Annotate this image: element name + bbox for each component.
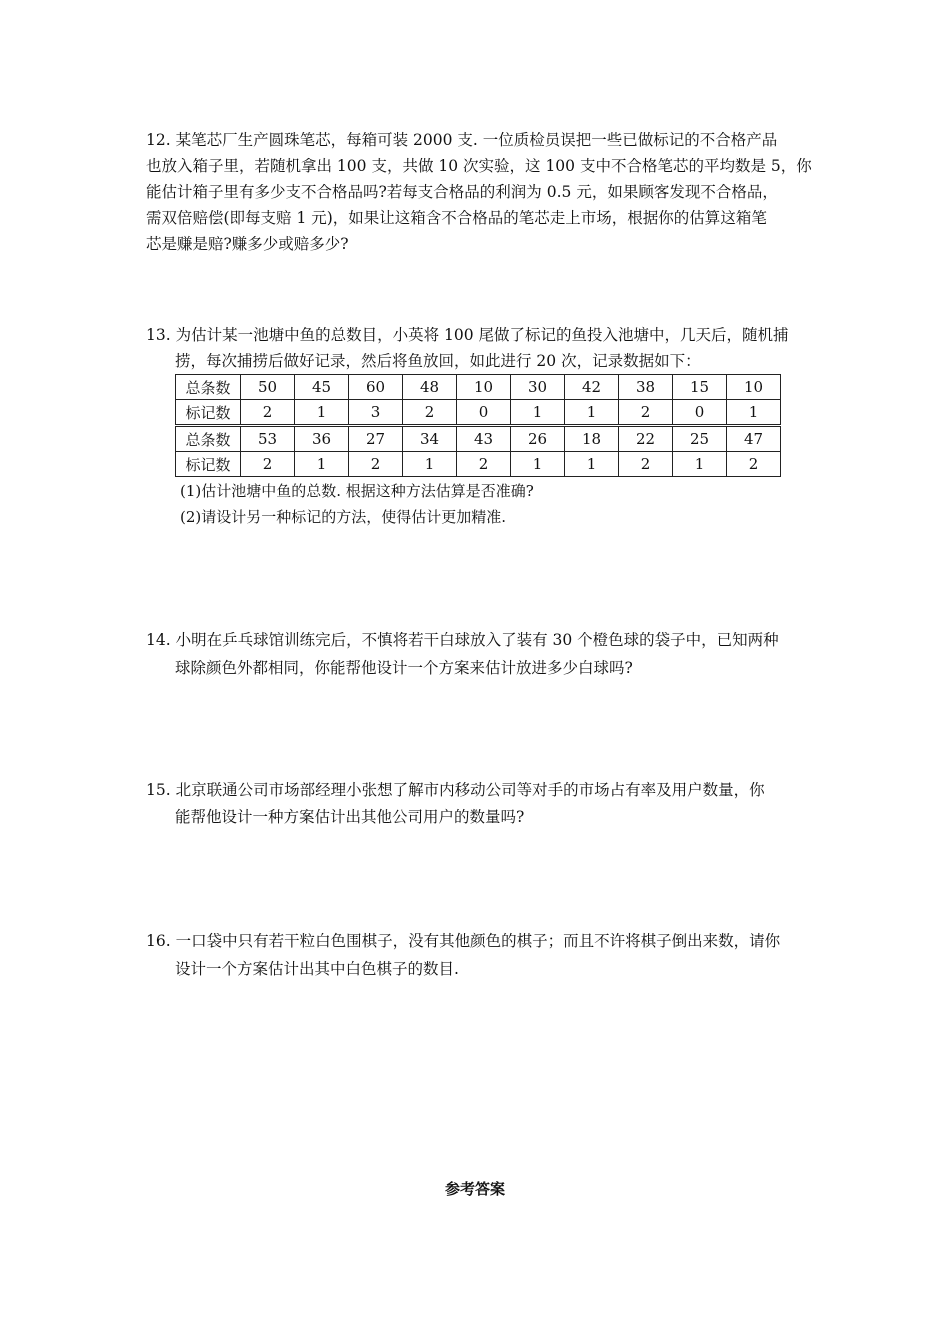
table-cell: 2	[727, 452, 781, 477]
question-12-line: 需双倍赔偿(即每支赔 1 元)，如果让这箱含不合格品的笔芯走上市场，根据你的估算这箱笔	[146, 209, 767, 227]
question-14-line-2: 球除颜色外都相同，你能帮他设计一个方案来估计放进多少白球吗?	[175, 659, 633, 677]
question-15-line-1: 15. 北京联通公司市场部经理小张想了解市内移动公司等对手的市场占有率及用户数量，你	[146, 781, 765, 799]
table-cell: 2	[241, 400, 295, 426]
table-cell: 53	[241, 426, 295, 452]
table-row	[176, 400, 781, 426]
table-cell: 1	[295, 452, 349, 477]
table-cell: 22	[619, 426, 673, 452]
table-cell: 1	[565, 400, 619, 426]
question-15-line-2: 能帮他设计一种方案估计出其他公司用户的数量吗?	[175, 808, 525, 826]
table-cell: 2	[349, 452, 403, 477]
table-cell: 38	[619, 375, 673, 400]
table-cell: 15	[673, 375, 727, 400]
table-cell: 47	[727, 426, 781, 452]
table-cell: 1	[511, 400, 565, 426]
table-cell: 3	[349, 400, 403, 426]
question-12	[146, 127, 814, 257]
table-cell: 18	[565, 426, 619, 452]
question-12-line: 也放入箱子里，若随机拿出 100 支，共做 10 次实验，这 100 支中不合格笔芯的平均数是 5，你	[146, 157, 812, 175]
table-cell: 2	[457, 452, 511, 477]
question-13-sub-2: (2)请设计另一种标记的方法，使得估计更加精准.	[180, 508, 507, 526]
question-16-line-1: 16. 一口袋中只有若干粒白色围棋子，没有其他颜色的棋子；而且不许将棋子倒出来数，请你	[146, 932, 781, 950]
question-13-line-2: 捞，每次捕捞后做好记录，然后将鱼放回，如此进行 20 次，记录数据如下：	[175, 352, 701, 370]
table-cell: 0	[673, 400, 727, 426]
table-cell: 48	[403, 375, 457, 400]
table-cell: 10	[727, 375, 781, 400]
table-cell: 25	[673, 426, 727, 452]
table-cell: 60	[349, 375, 403, 400]
table-cell: 2	[403, 400, 457, 426]
table-cell: 2	[619, 400, 673, 426]
question-12-line: 芯是赚是赔?赚多少或赔多少?	[146, 235, 349, 253]
row-label-total: 总条数	[176, 375, 241, 400]
answer-heading: 参考答案	[444, 1180, 505, 1198]
row-label-marked: 标记数	[176, 452, 241, 477]
table-cell: 1	[673, 452, 727, 477]
row-label-total: 总条数	[176, 426, 241, 452]
table-cell: 34	[403, 426, 457, 452]
table-cell: 1	[295, 400, 349, 426]
table-cell: 43	[457, 426, 511, 452]
table-row	[176, 426, 781, 452]
question-13-line-1: 13. 为估计某一池塘中鱼的总数目，小英将 100 尾做了标记的鱼投入池塘中，几天后，随机捕	[146, 326, 789, 344]
table-cell: 1	[511, 452, 565, 477]
table-cell: 2	[241, 452, 295, 477]
table-cell: 42	[565, 375, 619, 400]
table-cell: 26	[511, 426, 565, 452]
table-row	[176, 375, 781, 400]
table-cell: 1	[727, 400, 781, 426]
table-cell: 50	[241, 375, 295, 400]
table-cell: 45	[295, 375, 349, 400]
table-cell: 1	[403, 452, 457, 477]
table-cell: 27	[349, 426, 403, 452]
table-cell: 1	[565, 452, 619, 477]
table-cell: 30	[511, 375, 565, 400]
question-14-line-1: 14. 小明在乒乓球馆训练完后，不慎将若干白球放入了装有 30 个橙色球的袋子中，已知两种	[146, 631, 779, 649]
table-cell: 0	[457, 400, 511, 426]
row-label-marked: 标记数	[176, 400, 241, 426]
question-13-sub-1: (1)估计池塘中鱼的总数. 根据这种方法估算是否准确?	[180, 482, 534, 500]
question-16-line-2: 设计一个方案估计出其中白色棋子的数目.	[175, 960, 459, 978]
question-12-line: 12. 某笔芯厂生产圆珠笔芯，每箱可装 2000 支. 一位质检员误把一些已做标记的不合格产品	[146, 131, 778, 149]
table-cell: 10	[457, 375, 511, 400]
question-12-line: 能估计箱子里有多少支不合格品吗?若每支合格品的利润为 0.5 元，如果顾客发现不合格品，	[146, 183, 778, 201]
table-cell: 2	[619, 452, 673, 477]
table-cell: 36	[295, 426, 349, 452]
fish-data-table	[175, 374, 781, 477]
table-row	[176, 452, 781, 477]
